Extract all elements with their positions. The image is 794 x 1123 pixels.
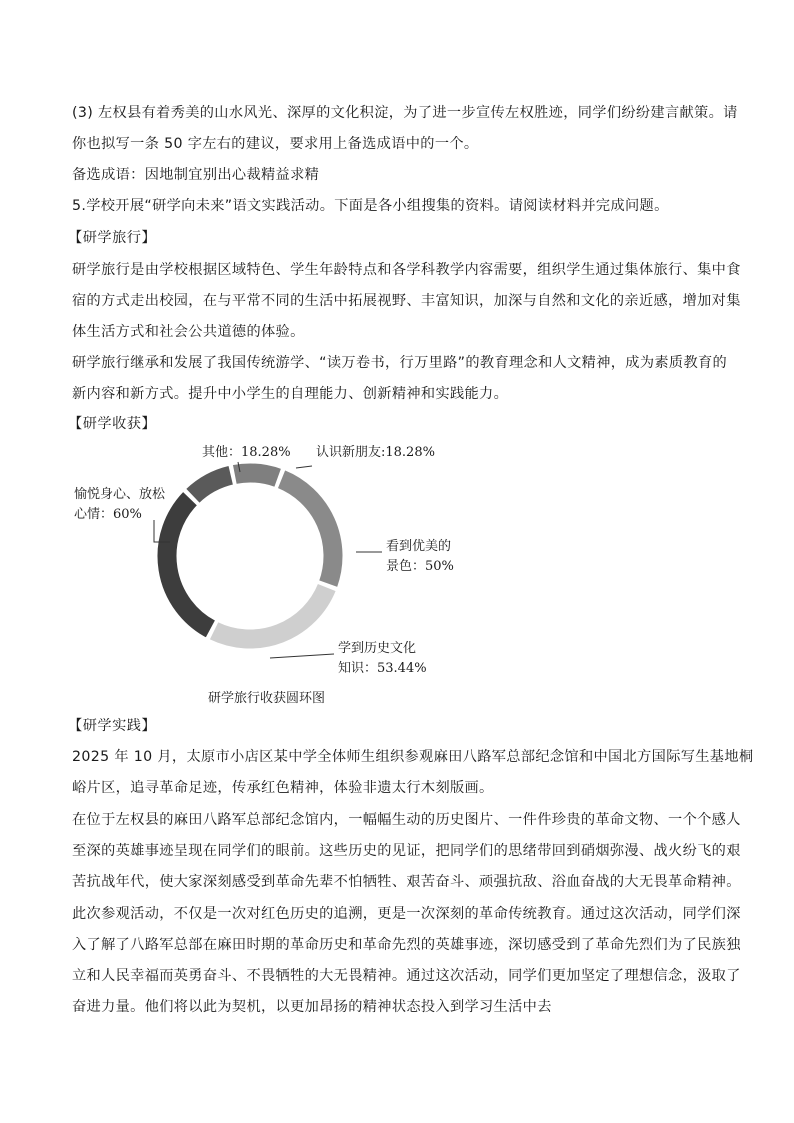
leader-line [296, 466, 312, 468]
practice-paragraph3-line1: 此次参观活动，不仅是一次对红色历史的追溯，更是一次深刻的革命传统教育。通过这次活动，同学们深 [72, 906, 741, 922]
slice-label: 看到优美的 [386, 539, 452, 554]
question5-intro: 5.学校开展“研学向未来”语文实践活动。下面是各小组搜集的资料。请阅读材料并完成问题。 [72, 198, 669, 214]
chart-title: 研学旅行收获圆环图 [208, 691, 326, 706]
question3-line1: (3) 左权县有着秀美的山水风光、深厚的文化积淀，为了进一步宣传左权胜迹，同学们纷纷建言献策。请 [72, 105, 738, 121]
section-heading-practice: 【研学实践】 [68, 718, 157, 734]
section-heading-gains: 【研学收获】 [68, 416, 157, 432]
donut-slice [209, 583, 336, 649]
travel-paragraph2-line2: 新内容和新方式。提升中小学生的自理能力、创新精神和实践能力。 [72, 386, 509, 402]
donut-chart [60, 436, 480, 708]
practice-paragraph3-line4: 奋进力量。他们将以此为契机，以更加昂扬的精神状态投入到学习生活中去 [72, 999, 552, 1015]
practice-paragraph3-line2: 入了解了八路军总部在麻田时期的革命历史和革命先烈的英雄事迹，深切感受到了革命先烈们为了民族独 [72, 937, 741, 953]
practice-paragraph2-line3: 苦抗战年代，使大家深刻感受到革命先辈不怕牺牲、艰苦奋斗、顽强抗敌、浴血奋战的大无畏革命精神。 [72, 874, 741, 890]
leader-line [270, 654, 334, 658]
donut-chart-svg [60, 436, 480, 708]
question3-idioms: 备选成语：因地制宜别出心裁精益求精 [72, 167, 320, 183]
practice-paragraph1-line1: 2025 年 10 月，太原市小店区某中学全体师生组织参观麻田八路军总部纪念馆和中国北方国际写生基地桐 [72, 749, 754, 765]
practice-paragraph3-line3: 立和人民幸福而英勇奋斗、不畏牺牲的大无畏精神。通过这次活动，同学们更加坚定了理想信念，汲取了 [72, 968, 741, 984]
slice-label: 知识：53.44% [338, 661, 427, 676]
donut-slice [157, 491, 216, 638]
practice-paragraph2-line1: 在位于左权县的麻田八路军总部纪念馆内，一幅幅生动的历史图片、一件件珍贵的革命文物、一个个感人 [72, 812, 741, 828]
slice-label: 愉悦身心、放松 [74, 487, 166, 502]
travel-paragraph2-line1: 研学旅行继承和发展了我国传统游学、“读万卷书，行万里路”的教育理念和人文精神，成为素质教育的 [72, 355, 728, 371]
slice-label: 认识新朋友:18.28% [316, 445, 435, 460]
travel-paragraph1-line1: 研学旅行是由学校根据区域特色、学生年龄特点和各学科教学内容需要，组织学生通过集体旅行、集中食 [72, 262, 741, 278]
practice-paragraph1-line2: 峪片区，追寻革命足迹，传承红色精神，体验非遗太行木刻版画。 [72, 780, 494, 796]
slice-label: 心情：60% [74, 507, 142, 522]
slice-label: 其他：18.28% [202, 445, 291, 460]
slice-label: 学到历史文化 [338, 641, 417, 656]
practice-paragraph2-line2: 至深的英雄事迹呈现在同学们的眼前。这些历史的见证，把同学们的思绪带回到硝烟弥漫、战火纷飞的艰 [72, 843, 741, 859]
question3-line2: 你也拟写一条 50 字左右的建议，要求用上备选成语中的一个。 [72, 136, 479, 152]
travel-paragraph1-line3: 体生活方式和社会公共道德的体验。 [72, 324, 305, 340]
donut-slice [277, 470, 343, 588]
donut-slice [186, 465, 234, 503]
section-heading-travel: 【研学旅行】 [68, 230, 157, 246]
travel-paragraph1-line2: 宿的方式走出校园，在与平常不同的生活中拓展视野、丰富知识，加深与自然和文化的亲近感，增加对集 [72, 293, 741, 309]
donut-slice [232, 463, 281, 487]
slice-label: 景色：50% [386, 559, 454, 574]
